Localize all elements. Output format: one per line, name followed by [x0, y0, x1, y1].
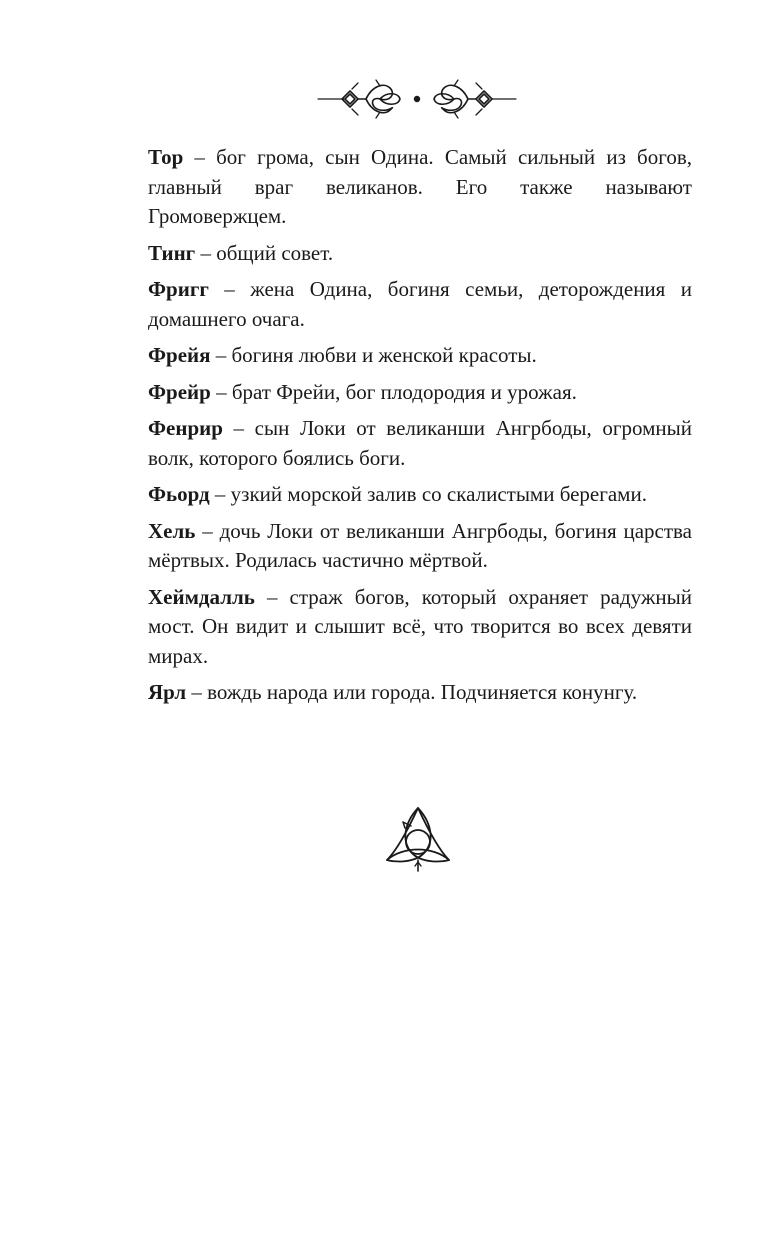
glossary-entry	[148, 678, 692, 708]
entry-definition: – сын Локи от великанши Ангрбоды, огромный волк, которого боялись боги.	[148, 416, 692, 470]
glossary-entry	[148, 583, 692, 672]
entry-definition: – жена Одина, богиня семьи, деторождения и домашнего очага.	[148, 277, 692, 331]
entry-definition: – вождь народа или города. Подчиняется конунгу.	[186, 680, 638, 704]
entry-term: Хеймдалль	[148, 584, 255, 609]
entry-term: Фригг	[148, 277, 209, 301]
entry-term: Хель	[148, 518, 196, 543]
entry-definition: – бог грома, сын Одина. Самый сильный из богов, главный враг великанов. Его также называют Громовержцем.	[148, 145, 692, 228]
glossary-entry	[148, 239, 692, 269]
entry-definition: – страж богов, который охраняет радужный мост. Он видит и слышит всё, что творится во всех девяти мирах.	[148, 584, 692, 668]
entry-term: Фенрир	[148, 416, 223, 440]
triquetra-end-mark-icon	[383, 802, 453, 874]
entry-term: Фьорд	[148, 482, 210, 506]
glossary-entry	[148, 414, 692, 473]
glossary-entry	[148, 143, 692, 232]
entry-definition: – богиня любви и женской красоты.	[210, 343, 537, 367]
glossary-list	[148, 143, 692, 715]
entry-definition: – брат Фрейи, бог плодородия и урожая.	[210, 379, 577, 404]
glossary-entry	[148, 275, 692, 334]
glossary-entry	[148, 517, 692, 576]
glossary-entry	[148, 378, 692, 408]
entry-definition: – дочь Локи от великанши Ангрбоды, богиня царства мёртвых. Родилась частично мёртвой.	[148, 518, 692, 572]
entry-definition: – общий совет.	[195, 240, 334, 265]
entry-term: Тинг	[148, 240, 196, 265]
entry-term: Фрейр	[148, 379, 211, 404]
entry-definition: – узкий морской залив со скалистыми берегами.	[209, 482, 647, 506]
entry-term: Фрейя	[148, 343, 211, 367]
entry-term: Тор	[148, 145, 184, 169]
glossary-entry	[148, 480, 692, 510]
entry-term: Ярл	[148, 680, 187, 704]
celtic-knot-divider-icon	[314, 72, 520, 126]
glossary-entry	[148, 341, 692, 371]
